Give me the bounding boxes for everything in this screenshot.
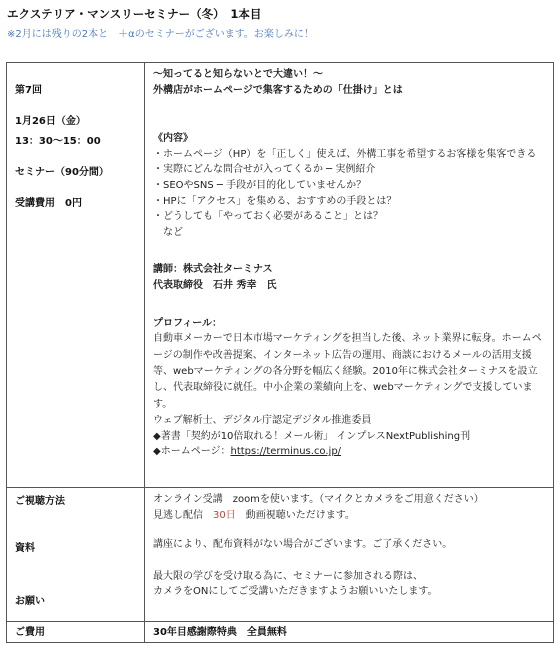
replay-suffix: 動画視聴いただけます。 bbox=[235, 509, 355, 521]
contents-item: ・ホームページ（HP）を「正しく」使えば、外構工事を希望するお客様を集客できる bbox=[153, 148, 537, 160]
seminar-format: セミナー（90分間） bbox=[15, 167, 109, 178]
seminar-number: 第7回 bbox=[15, 85, 42, 96]
viewing-label: ご視聴方法 bbox=[15, 496, 65, 507]
page-title: エクステリア・マンスリーセミナー（冬） 1本目 bbox=[7, 7, 262, 21]
profile-credentials: ウェブ解析士、デジタル庁認定デジタル推進委員 bbox=[153, 415, 372, 427]
details-content-cell bbox=[145, 488, 554, 622]
request-line: カメラをONにしてご受講いただきますようお願いいたします。 bbox=[153, 586, 438, 598]
request-line: 最大限の学びを受け取る為に、セミナーに参加される際は、 bbox=[153, 570, 423, 582]
seminar-fee: 受講費用 0円 bbox=[15, 198, 82, 209]
contents-item: ・どうしても「やっておく必要があること」とは？ bbox=[153, 211, 383, 223]
fee-label-cell bbox=[7, 622, 145, 643]
homepage-link[interactable]: https://terminus.co.jp/ bbox=[230, 446, 342, 458]
seminar-date: 1月26日（金） bbox=[15, 116, 86, 127]
materials-text: 講座により、配布資料がない場合がございます。ご了承ください。 bbox=[153, 539, 453, 551]
details-row bbox=[7, 488, 554, 622]
book-info: ◆著書「契約が10倍取れる！メール術」 インプレスNextPublishing刊 bbox=[153, 430, 471, 442]
contents-heading: 《内容》 bbox=[153, 133, 193, 145]
profile-text: 自動車メーカーで日本市場マーケティングを担当した後、ネット業界に転身。ホームページの制作や改善提案、インターネット広告の運用、商談におけるメールの活用支援等、webマーケティングの各分野を幅広く経験。2010年に株式会社ターミナスを設立し、代表取締役に就任。中小企業の業績向上を、webマーケティングで支援しています。 bbox=[153, 333, 542, 410]
headline-sub: 〜知ってると知らないとで大違い！〜 bbox=[153, 69, 323, 80]
homepage-label: ◆ホームページ： bbox=[153, 446, 231, 458]
contents-item: など bbox=[153, 226, 183, 238]
seminar-info-cell bbox=[7, 63, 145, 488]
replay-info bbox=[153, 508, 545, 524]
viewing-method: オンライン受講 zoomを使います。（マイクとカメラをご用意ください） bbox=[153, 494, 484, 505]
contents-item: ・SEOやSNS ─ 手段が目的化していませんか？ bbox=[153, 179, 367, 191]
fee-value: 30年目感謝際特典 全員無料 bbox=[153, 627, 287, 638]
seminar-row bbox=[7, 63, 554, 488]
homepage-line bbox=[153, 444, 545, 460]
request-label: お願い bbox=[15, 596, 45, 607]
contents-item: ・HPに「アクセス」を集める、おすすめの手段とは？ bbox=[153, 195, 397, 207]
details-label-cell bbox=[7, 488, 145, 622]
seminar-description-cell bbox=[145, 63, 554, 488]
profile-heading: プロフィール： bbox=[153, 317, 222, 329]
seminar-table bbox=[6, 62, 554, 643]
fee-row bbox=[7, 622, 554, 643]
seminar-time: 13：30〜15：00 bbox=[15, 136, 101, 147]
materials-label: 資料 bbox=[15, 543, 35, 554]
replay-prefix: 見逃し配信 bbox=[153, 509, 213, 521]
lecturer-name: 代表取締役 石井 秀幸 氏 bbox=[153, 279, 277, 291]
headline-main: 外構店がホームページで集客するための「仕掛け」とは bbox=[153, 84, 403, 96]
notice-text: ※2月には残りの2本と ＋αのセミナーがございます。お楽しみに！ bbox=[7, 29, 314, 40]
contents-item: ・実際にどんな問合せが入ってくるか ─ 実例紹介 bbox=[153, 164, 376, 176]
fee-value-cell bbox=[145, 622, 554, 643]
fee-label: ご費用 bbox=[15, 627, 45, 638]
replay-days: 30日 bbox=[213, 509, 236, 521]
lecturer-company: 講師：株式会社ターミナス bbox=[153, 264, 273, 276]
